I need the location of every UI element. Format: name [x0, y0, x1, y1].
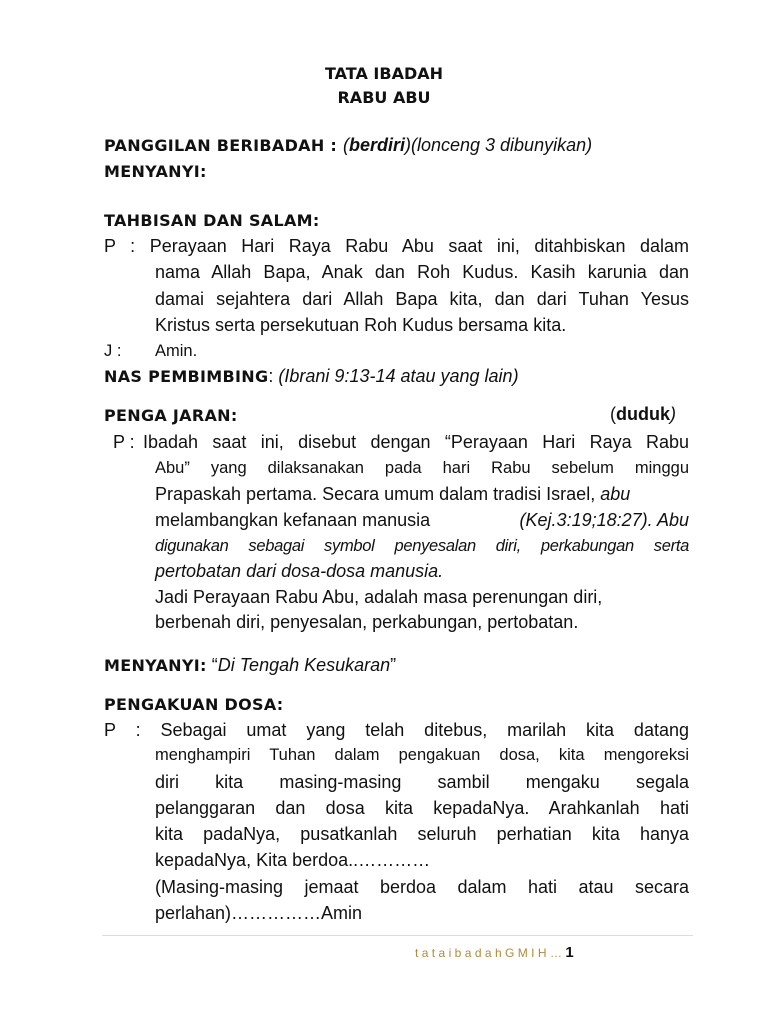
tahbisan-j-text: Amin. — [155, 342, 198, 360]
pengajaran-line4b: (Kej.3:19;18:27). Abu — [519, 510, 689, 530]
pengajaran-line5: digunakan sebagai symbol penyesalan diri, perkabungan serta — [155, 537, 689, 555]
pengakuan-line8: perlahan)……………Amin — [155, 903, 363, 923]
pengajaran-p-label: P : — [113, 432, 135, 452]
pengakuan-line4: pelanggaran dan dosa kita kepadaNya. Arahkanlah hati — [155, 798, 689, 818]
pengakuan-line3: diri kita masing-masing sambil mengaku segala — [155, 772, 689, 792]
pengajaran-line8: berbenah diri, penyesalan, perkabungan, pertobatan. — [155, 612, 579, 632]
menyanyi2-song: Di Tengah Kesukaran — [217, 655, 391, 675]
nas-heading: NAS PEMBIMBING — [104, 367, 269, 386]
tahbisan-p-line3: damai sejahtera dari Allah Bapa kita, dan dari Tuhan Yesus — [155, 289, 689, 309]
pengakuan-heading: PENGAKUAN DOSA: — [104, 695, 284, 714]
pengakuan-line5: kita padaNya, pusatkanlah seluruh perhatian kita hanya — [155, 824, 689, 844]
pengajaran-line6: pertobatan dari dosa-dosa manusia. — [155, 561, 444, 581]
page-footer — [415, 944, 574, 961]
pengakuan-line2: menghampiri Tuhan dalam pengakuan dosa, kita mengoreksi — [155, 746, 689, 764]
tahbisan-p-line1: P : Perayaan Hari Raya Rabu Abu saat ini, ditahbiskan dalam — [104, 236, 689, 256]
panggilan-berdiri: berdiri — [348, 135, 405, 155]
panggilan-section — [104, 135, 592, 156]
nas-colon: : — [268, 366, 279, 386]
pengajaran-line1: Ibadah saat ini, disebut dengan “Perayaan Hari Raya Rabu — [143, 432, 689, 452]
pengajaran-duduk — [610, 404, 676, 425]
page-number: 1 — [565, 944, 574, 961]
tahbisan-j-label: J : — [104, 342, 122, 360]
pengajaran-line7: Jadi Perayaan Rabu Abu, adalah masa perenungan diri, — [155, 587, 603, 607]
pengajaran-line3a: Prapaskah pertama. Secara umum dalam tradisi Israel, — [155, 484, 601, 504]
menyanyi2-section — [104, 655, 396, 676]
menyanyi2-open: “ — [206, 655, 218, 675]
duduk-text: duduk — [616, 404, 670, 424]
pengajaran-line3b: abu — [600, 484, 631, 504]
pengajaran-line2: Abu” yang dilaksanakan pada hari Rabu sebelum minggu — [155, 459, 689, 477]
pengakuan-line6: kepadaNya, Kita berdoa..………… — [155, 850, 431, 870]
duduk-close: ) — [670, 404, 676, 424]
document-title-line2: RABU ABU — [337, 88, 431, 107]
duduk-open: ( — [610, 404, 616, 424]
pengajaran-line4a: melambangkan kefanaan manusia — [155, 510, 431, 530]
footer-divider — [102, 935, 693, 936]
panggilan-heading: PANGGILAN BERIBADAH : — [104, 136, 338, 155]
pengajaran-line4 — [155, 510, 689, 531]
pengakuan-line1: P : Sebagai umat yang telah ditebus, marilah kita datang — [104, 720, 689, 740]
tahbisan-heading: TAHBISAN DAN SALAM: — [104, 211, 320, 230]
tahbisan-p-line2: nama Allah Bapa, Anak dan Roh Kudus. Kasih karunia dan — [155, 262, 689, 282]
nas-section — [104, 366, 519, 387]
pengakuan-line7: (Masing-masing jemaat berdoa dalam hati atau secara — [155, 877, 689, 897]
menyanyi1-heading: MENYANYI: — [104, 162, 207, 181]
tahbisan-p-line4: Kristus serta persekutuan Roh Kudus bersama kita. — [155, 315, 567, 335]
document-title-line1: TATA IBADAH — [324, 64, 444, 83]
menyanyi2-close: ” — [390, 655, 397, 675]
nas-ref: (Ibrani 9:13-14 atau yang lain) — [278, 366, 519, 386]
menyanyi2-heading: MENYANYI: — [104, 656, 207, 675]
panggilan-open: ( — [342, 135, 349, 155]
pengajaran-heading: PENGA JARAN: — [104, 406, 238, 425]
pengajaran-line3 — [155, 484, 630, 505]
panggilan-rest: )(lonceng 3 dibunyikan) — [404, 135, 593, 155]
footer-text: tataibadahGMIH… — [415, 946, 566, 960]
